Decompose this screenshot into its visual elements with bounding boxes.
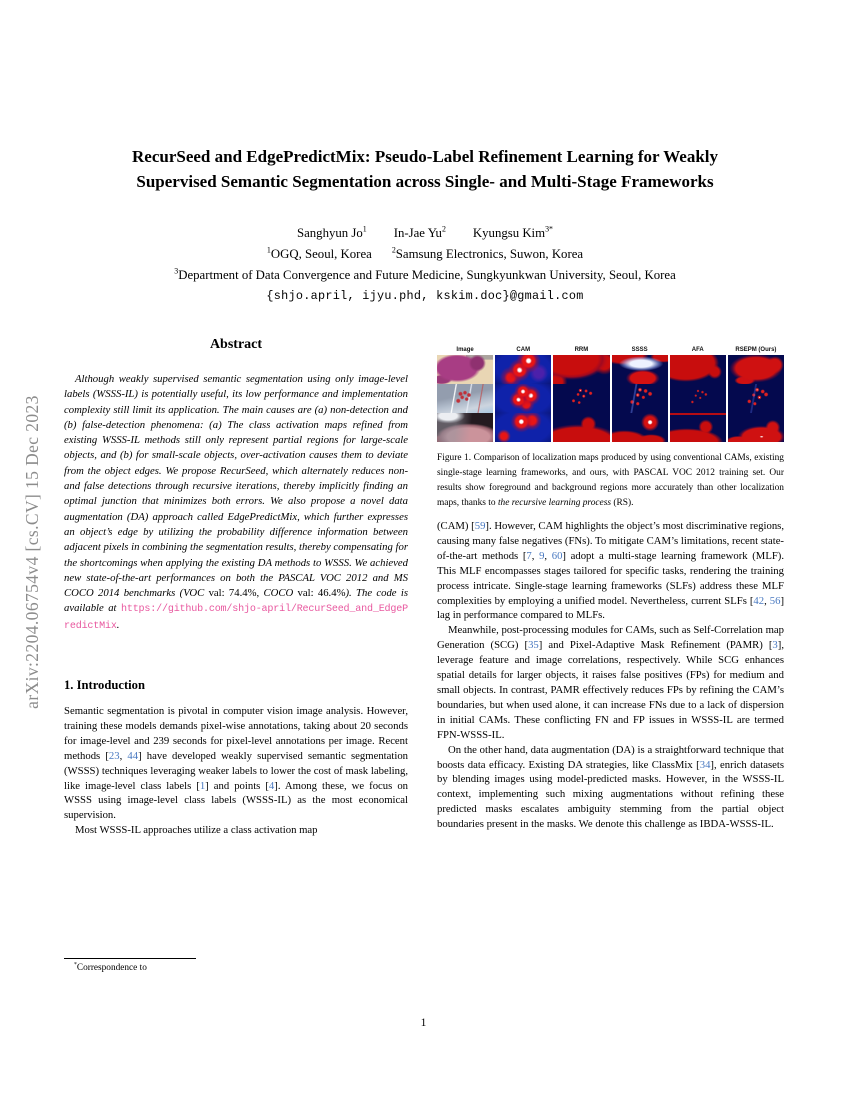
figure-cell-dog-cam-heatmap [495,413,551,442]
figure-cell-aeroplanes-input-image [437,384,493,413]
figure-1 [437,346,784,442]
text-segment: the recursive learning process [497,498,612,508]
text-segment: 2 [441,224,446,234]
authors-block [67,223,783,307]
text-segment: (RS). [611,498,634,508]
figure-cell-aeroplanes-ssss-map [612,384,668,413]
affiliation: Samsung Electronics, Suwon, Korea [395,247,584,261]
text-segment: ], enrich datasets by blending images using model-predicted masks. However, in the WSSS-IL context, implementing such mixing augmentations without refining these predicted masks escalates ambiguity stemming from the partial object boundaries present in the masks. We denote this challenge as IBDA-WSSS-IL. [437,758,785,831]
figure-column-label-image: Image [456,347,474,353]
text-segment: Although weakly supervised semantic segmentation using only image-level labels (WSSS-IL) is potentially useful, its low performance and implementation complexity still limit its application. The main causes are (a) non-detection and (b) false-detection phenomena: (a) The class activation maps refined from existing WSSS-IL methods still only represent partial regions for large-scale objects, and (b) for small-scale objects, over-activation causes them to deviate from the object edges. We propose RecurSeed, which alternately reduces non- and false detections through recursive iterations, thereby implicitly finding an optimal junction that minimizes both errors. We also propose a novel data augmentation (DA) approach called EdgePredictMix, which further expresses an object’s edge by utilizing the probability difference information between adjacent pixels in combining the segmentation results, thereby compensating for the shortcomings when applying the existing DA methods to WSSS. We achieved new state-of-the-art performances on both the PASCAL VOC 2012 and MS COCO 2014 benchmarks (VOC [64,373,408,600]
text-segment: ). The code is available at [64,587,408,615]
text-segment: 1 [362,224,367,234]
footnote [64,958,408,973]
figure-1-caption [437,451,784,511]
author-name: Kyungsu Kim [472,226,546,240]
figure-cell-dog-rrm-map [553,413,609,442]
figure-1-grid [437,346,784,442]
text-segment: (CAM) [ [437,520,475,532]
figure-column-label-afa: AFA [691,347,704,353]
text-segment: Meanwhile, post-processing modules for CAMs, such as Self-Correlation map Generation (SCG) [ [437,624,784,652]
citation-link[interactable]: 9 [539,549,545,562]
abstract-text [64,372,408,634]
body-paragraph-data-augmentation [437,743,784,832]
figure-cell-cow-ssss-map [612,355,668,384]
text-segment: ]. However, CAM highlights the object’s most discriminative regions, causing many false negatives (FNs). To mitigate CAM’s limitations, recent state-of-the-art methods [ [437,520,784,562]
figure-cell-aeroplanes-rsepm-map [728,384,784,413]
figure-column-label-rsepm-ours: RSEPM (Ours) [735,347,777,353]
figure-column-label-ssss: SSSS [631,347,648,353]
citation-link[interactable]: 42 [753,594,765,607]
citation-link[interactable]: 59 [474,520,486,532]
text-segment: . [116,618,120,631]
citation-link[interactable]: 44 [127,749,139,762]
abstract-heading: Abstract [209,337,263,352]
figure-cell-aeroplanes-rrm-map [553,384,609,413]
figure-cell-aeroplanes-afa-map [670,384,726,413]
affiliation-line2 [67,265,783,286]
text-segment: , [531,549,540,562]
affiliation: OGQ, Seoul, Korea [270,247,372,261]
footnote-text [64,963,408,973]
figure-cell-cow-rrm-map [553,355,609,384]
text-segment: ] adopt a multi-stage learning framework (MLF). This MLF encompasses stages tailored for specific tasks, rendering the training process intricate. Single-stage learning frameworks (SLFs) address these MLF complexities by employing a unified model. Nevertheless, current SLFs [ [437,549,785,607]
footnote-rule [64,958,196,959]
section-heading-introduction: 1. Introduction [64,678,145,693]
figure-cell-dog-afa-map [670,413,726,442]
right-column [437,346,784,832]
text-segment: On the other hand, data augmentation (DA) is a straightforward technique that boosts data efficacy. Existing DA strategies, like ClassMix [ [437,743,784,771]
authors-email: {shjo.april, ijyu.phd, kskim.doc}@gmail.com [266,289,584,303]
figure-column-label-rrm: RRM [574,347,589,353]
figure-cell-dog-ssss-map [612,413,668,442]
intro-paragraph-2 [64,823,408,838]
citation-link[interactable]: 23 [108,749,120,762]
text-segment: val: 46.4% [297,587,346,600]
author-name: Sanghyun Jo [296,226,363,240]
text-segment: ] and points [ [205,779,269,792]
author-name: In-Jae Yu [393,226,442,240]
text-segment: COCO [259,587,298,600]
text-segment: ] lag in performance compared to MLFs. [437,594,785,622]
figure-cell-dog-input-image [437,413,493,442]
text-segment: , [544,549,552,562]
paper-title-line1: RecurSeed and EdgePredictMix: Pseudo-Label Refinement Learning for Weakly [132,147,718,166]
arxiv-stamp: arXiv:2204.06754v4 [cs.CV] 15 Dec 2023 [22,395,42,709]
text-segment: Semantic segmentation is pivotal in computer vision image analysis. However, training these models demands pixel-wise annotations, taking about 20 seconds for image-level and 239 seconds for pixel-level annotations per image. Recent methods [ [64,705,408,762]
text-segment: , [119,749,128,762]
figure-cell-cow-afa-map [670,355,726,384]
citation-link[interactable]: 1 [199,779,206,792]
figure-cell-dog-rsepm-map [728,413,784,442]
figure-column-label-cam: CAM [516,347,531,353]
text-segment: ]. Among these, we focus on WSSS using image-level class labels (WSSS-IL) as the most economical supervision. [64,779,409,822]
text-segment: 1 [266,245,271,255]
text-segment: Correspondence to [76,963,147,973]
figure-cell-cow-cam-heatmap [495,355,551,384]
citation-link[interactable]: 60 [551,549,563,562]
text-segment: 3 [174,266,179,276]
paper-title [67,145,783,194]
text-segment: Most WSSS-IL approaches utilize a class activation map [75,824,318,837]
text-segment: Figure 1. Comparison of localization maps produced by using conventional CAMs, existing single-stage learning frameworks, and ours, with PASCAL VOC 2012 training set. Our results show foreground and background regions more accurately than other localization maps, thanks to [437,453,784,508]
text-segment: , [764,594,770,607]
citation-link[interactable]: 4 [268,779,275,792]
text-segment: * [74,961,77,968]
affiliation: Department of Data Convergence and Future Medicine, Sungkyunkwan University, Seoul, Korea [178,268,676,282]
body-paragraph-postprocessing [437,623,784,742]
citation-link[interactable]: 34 [699,758,711,771]
citation-link[interactable]: 56 [769,594,781,607]
authors-line [67,223,783,244]
text-segment: ] and Pixel-Adaptive Mask Refinement (PAMR) [ [538,639,773,652]
code-repository-link[interactable]: https://github.com/shjo-april/RecurSeed_and_EdgePredictMix [64,604,408,632]
citation-link[interactable]: 35 [528,639,539,652]
citation-link[interactable]: 3 [772,639,778,652]
intro-paragraph-1 [64,704,408,823]
affiliation-line1 [67,244,783,265]
text-segment: ], leverage feature and image correlations, respectively. While SCG enhances spatial details for larger objects, it raises false positives (FPs) for medium and small objects. In contrast, PAMR effectively reduces FPs by refining the CAM’s boundaries, but when used alone, it can increase FNs due to a lack of dispersion in initial CAMs. These conflicting FN and FP issues in WSSS-IL are termed FPN-WSSS-IL. [437,639,784,741]
text-segment: 2 [391,245,396,255]
page-number: 1 [420,1017,427,1029]
left-column [64,337,408,838]
paper-title-line2: Supervised Semantic Segmentation across Single- and Multi-Stage Frameworks [136,171,714,191]
figure-cell-aeroplanes-cam-heatmap [495,384,551,413]
text-segment: 3* [545,224,553,234]
citation-link[interactable]: 7 [526,549,532,562]
text-segment: ] have developed weakly supervised semantic segmentation (WSSS) techniques leveraging weaker labels to lower the cost of mask labeling, like image-level class labels [ [64,749,409,792]
text-segment: val: 74.4%, [208,587,260,600]
figure-cell-cow-input-image [437,355,493,384]
figure-cell-cow-rsepm-map [728,355,784,384]
body-paragraph-cam [437,519,784,623]
